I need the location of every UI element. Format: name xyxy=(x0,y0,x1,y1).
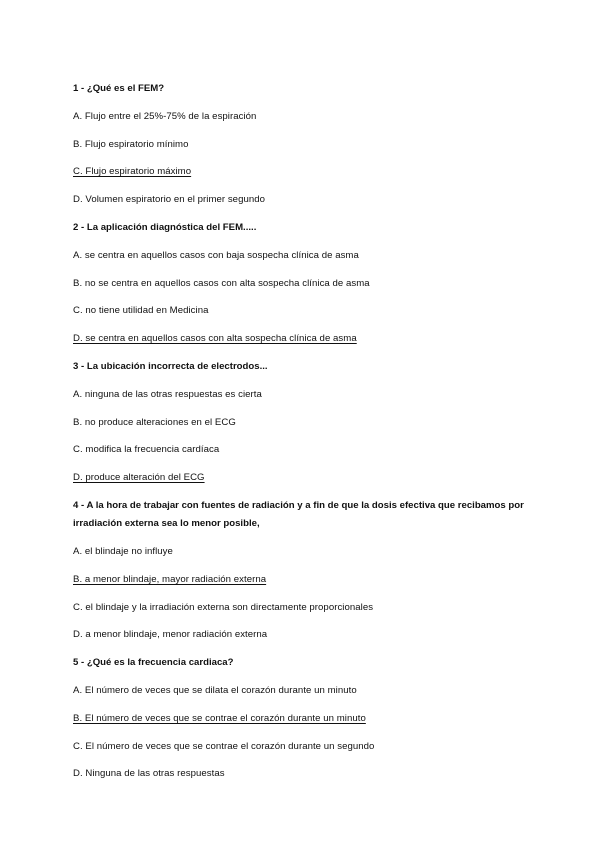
question-4-title: 4 - A la hora de trabajar con fuentes de radiación y a fin de que la dosis efectiva que recibamos por irradiación externa sea lo menor posible, xyxy=(73,499,524,529)
question-4-option-b-correct: B. a menor blindaje, mayor radiación externa xyxy=(73,573,267,585)
question-2-option-c: C. no tiene utilidad en Medicina xyxy=(73,305,209,317)
question-1-option-d: D. Volumen espiratorio en el primer segundo xyxy=(73,194,265,206)
question-1-option-a: A. Flujo entre el 25%-75% de la espiración xyxy=(73,110,257,122)
question-3-option-d-correct: D. produce alteración del ECG xyxy=(73,472,205,484)
question-2-title: 2 - La aplicación diagnóstica del FEM..... xyxy=(73,221,257,233)
quiz-document xyxy=(73,82,543,795)
question-2-option-a: A. se centra en aquellos casos con baja sospecha clínica de asma xyxy=(73,249,359,261)
question-1-option-c-correct: C. Flujo espiratorio máximo xyxy=(73,166,192,178)
question-1-title: 1 - ¿Qué es el FEM? xyxy=(73,83,165,94)
question-5-title: 5 - ¿Qué es la frecuencia cardiaca? xyxy=(73,657,234,669)
question-4-option-a: A. el blindaje no influye xyxy=(73,545,173,557)
question-4-option-d: D. a menor blindaje, menor radiación externa xyxy=(73,629,268,641)
question-5-option-a: A. El número de veces que se dilata el corazón durante un minuto xyxy=(73,684,357,696)
question-3-option-c: C. modifica la frecuencia cardíaca xyxy=(73,444,220,456)
question-4-option-c: C. el blindaje y la irradiación externa son directamente proporcionales xyxy=(73,601,374,613)
question-2-option-d-correct: D. se centra en aquellos casos con alta sospecha clínica de asma xyxy=(73,333,357,345)
question-5-option-b-correct: B. El número de veces que se contrae el corazón durante un minuto xyxy=(73,712,366,724)
question-3-option-b: B. no produce alteraciones en el ECG xyxy=(73,416,236,428)
question-2-option-b: B. no se centra en aquellos casos con alta sospecha clínica de asma xyxy=(73,277,370,289)
question-1-option-b: B. Flujo espiratorio mínimo xyxy=(73,138,189,150)
question-5-option-d: D. Ninguna de las otras respuestas xyxy=(73,768,225,780)
question-5-option-c: C. El número de veces que se contrae el corazón durante un segundo xyxy=(73,740,375,752)
question-3-title: 3 - La ubicación incorrecta de electrodos... xyxy=(73,360,268,372)
question-3-option-a: A. ninguna de las otras respuestas es cierta xyxy=(73,388,262,400)
